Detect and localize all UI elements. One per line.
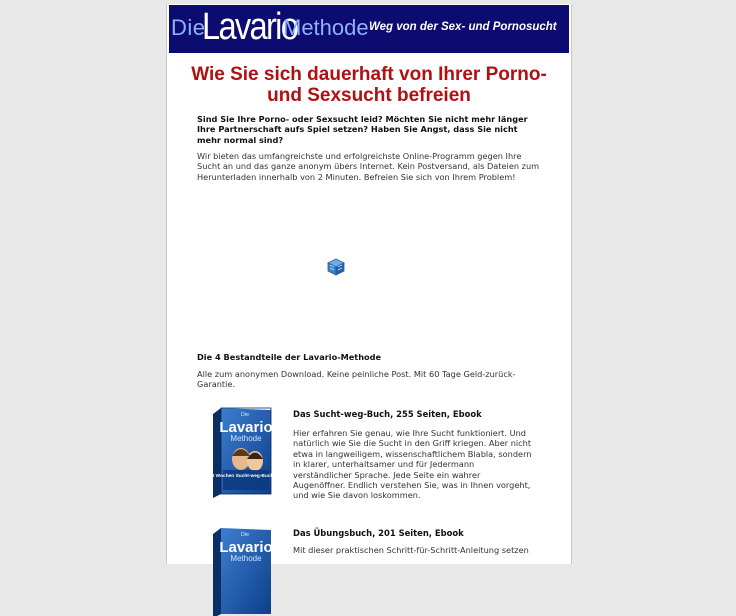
ebook-cover-sucht-weg-buch [195, 404, 297, 496]
cover-methode: Methode [230, 434, 262, 443]
components-heading: Die 4 Bestandteile der Lavario-Methode [197, 352, 382, 362]
product-desc-2: Mit dieser praktischen Schritt-für-Schritt-Anleitung setzen [293, 545, 529, 555]
cover2-die: Die [240, 532, 250, 538]
product-title-1: Das Sucht-weg-Buch, 255 Seiten, Ebook [293, 409, 482, 419]
ebook-cover-uebungsbuch [207, 524, 277, 616]
intro-text: Wir bieten das umfangreichste und erfolgreichste Online-Programm gegen Ihre Sucht an und das ganze anonym übers Internet. Kein Postversand, als Dateien zum Herunterladen innerhalb von 2 Minuten. Befreien Sie sich von Ihrem Problem! [197, 151, 540, 182]
logo-lavario: Lavario [202, 6, 298, 48]
logo-methode: Methode [283, 15, 369, 40]
tagline: Weg von der Sex- und Pornosucht [369, 21, 557, 33]
cover2-methode: Methode [230, 554, 262, 563]
cover-brand: Lavario [219, 419, 273, 436]
product-title-2: Das Übungsbuch, 201 Seiten, Ebook [293, 528, 464, 538]
cover-text: Frei in 8 Wochen Sucht-weg-Buch Sexsucht [195, 474, 297, 479]
page-headline: Wie Sie sich dauerhaft von Ihrer Porno- und Sexsucht befreien [191, 64, 547, 106]
components-text: Alle zum anonymen Download. Keine peinliche Post. Mit 60 Tage Geld-zurück-Garantie. [197, 369, 516, 390]
cover2-brand: Lavario [219, 539, 273, 556]
loading-plugin-icon [327, 258, 345, 276]
product-desc-1: Hier erfahren Sie genau, wie Ihre Sucht funktioniert. Und natürlich wie Sie die Sucht in den Griff kriegen. Aber nicht etwa in langweiligem, wissenschaftlichem Blabla, sondern in klarer, unterhaltsamer und für Jedermann verständlicher Sprache. Jede Seite ein wahrer Augenöffner. Endlich verstehen Sie, was in Ihnen vorgeht, und wie Sie davon loskommen. [293, 428, 532, 501]
intro-question: Sind Sie Ihre Porno- oder Sexsucht leid? Möchten Sie nicht mehr länger Ihre Partnerschaft aufs Spiel setzen? Haben Sie Angst, dass Sie nicht mehr normal sind? [197, 114, 528, 145]
header-banner[interactable] [169, 5, 569, 53]
content-column [166, 4, 572, 564]
logo-die: Die [171, 15, 206, 40]
cover-die: Die [240, 412, 250, 418]
